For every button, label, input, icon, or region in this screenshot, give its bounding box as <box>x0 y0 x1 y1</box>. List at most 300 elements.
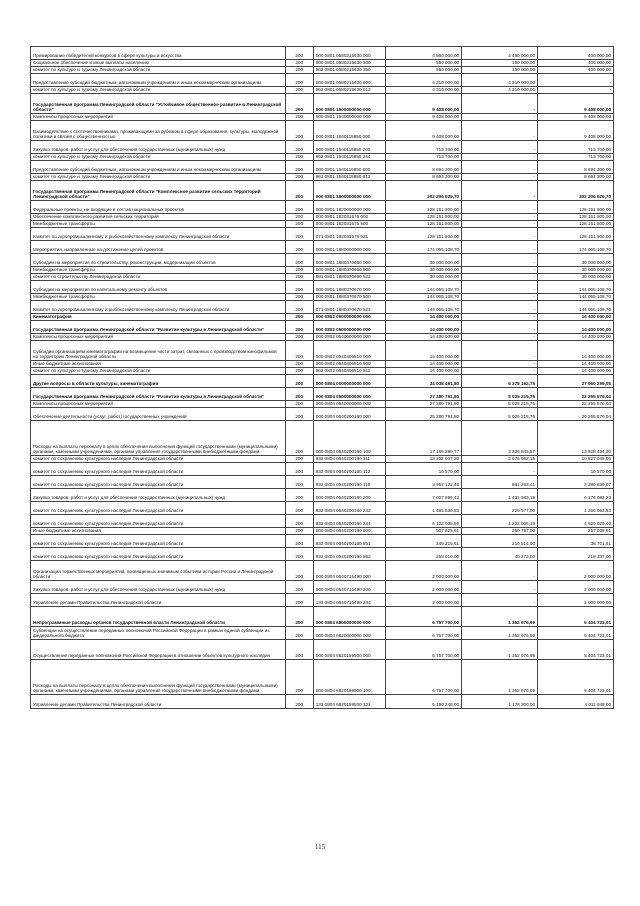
row-code: 200 <box>285 114 313 121</box>
row-name: Комплексы процессных мероприятий <box>31 334 286 341</box>
row-name: Кинематография <box>31 314 286 321</box>
row-classification-code: 000 0802 0540406510 000 <box>313 341 385 361</box>
table-row <box>31 314 614 321</box>
row-planned-amount: 1 485 630,83 <box>386 502 462 515</box>
row-remaining-amount: 38 701,61 <box>538 535 614 548</box>
table-row <box>31 627 614 640</box>
row-planned-amount: 128 151 800,00 <box>386 221 462 228</box>
row-code: 200 <box>285 341 313 361</box>
row-executed-amount: - <box>462 594 538 607</box>
row-code: 200 <box>285 627 313 640</box>
table-row <box>31 456 614 463</box>
row-classification-code: 000 0801 1540000000 000 <box>313 114 385 121</box>
row-classification-code: 000 0801 1880000000 000 <box>313 241 385 254</box>
row-executed-amount: - <box>462 221 538 228</box>
row-code: 200 <box>285 67 313 74</box>
row-classification-code: 000 0801 1880370670 000 <box>313 281 385 294</box>
row-executed-amount: - <box>462 141 538 154</box>
row-code: 200 <box>285 201 313 214</box>
row-classification-code: 000 0801 1880370660 000 <box>313 254 385 267</box>
row-planned-amount: 14 400 000,00 <box>386 314 462 321</box>
row-classification-code: 932 0804 0540200160 111 <box>313 456 385 463</box>
row-remaining-amount: 128 151 800,00 <box>538 214 614 221</box>
row-planned-amount: 8 694 300,00 <box>386 161 462 174</box>
row-code: 200 <box>285 502 313 515</box>
table-row <box>31 581 614 594</box>
table-row <box>31 201 614 214</box>
row-executed-amount: - <box>462 341 538 361</box>
table-row <box>31 401 614 408</box>
row-executed-amount: - <box>462 581 538 594</box>
row-remaining-amount: 128 151 800,00 <box>538 228 614 241</box>
row-classification-code: 000 0801 0580215630 300 <box>313 60 385 67</box>
row-name: комитет по культуре и туризму Ленинградской области <box>31 67 286 74</box>
row-code: 200 <box>285 456 313 463</box>
row-code: 200 <box>285 515 313 528</box>
row-planned-amount: 6 122 035,59 <box>386 515 462 528</box>
row-planned-amount: 4 860 000,00 <box>386 47 462 60</box>
row-remaining-amount: 144 055 108,70 <box>538 281 614 294</box>
row-code: 200 <box>285 321 313 334</box>
row-remaining-amount: 14 400 000,00 <box>538 341 614 361</box>
row-remaining-amount: 14 400 000,00 <box>538 321 614 334</box>
report-page <box>30 46 614 709</box>
row-classification-code: 000 0801 1820000000 000 <box>313 201 385 214</box>
row-classification-code: 000 0801 1500000000 000 <box>313 94 385 114</box>
row-executed-amount: 5 025 215,76 <box>462 408 538 421</box>
row-name: Комплексы процессных мероприятий <box>31 114 286 121</box>
row-planned-amount: 9 408 000,00 <box>386 114 462 121</box>
row-code: 200 <box>285 214 313 221</box>
row-planned-amount: 13 202 607,20 <box>386 456 462 463</box>
row-code: 200 <box>285 594 313 607</box>
row-classification-code: 000 0804 6800000000 000 <box>313 607 385 627</box>
row-classification-code: 000 0804 0000000000 000 <box>313 375 385 388</box>
row-name: Государственная программа Ленинградской области "Комплексное развитие сельских территорий Ленинградской области" <box>31 181 286 201</box>
row-classification-code: 000 0804 0540200160 800 <box>313 528 385 535</box>
row-name: комитет по строительству Ленинградской области <box>31 274 286 281</box>
row-executed-amount: - <box>462 174 538 181</box>
row-remaining-amount: 400 000,00 <box>538 47 614 60</box>
row-code: 200 <box>285 561 313 581</box>
table-body <box>31 47 614 709</box>
row-name: Закупка товаров, работ и услуг для обеспечения государственных (муниципальных) нужд <box>31 489 286 502</box>
row-remaining-amount: 128 151 800,00 <box>538 221 614 228</box>
row-executed-amount: - <box>462 121 538 141</box>
row-executed-amount: 1 352 976,99 <box>462 627 538 640</box>
row-code: 200 <box>285 228 313 241</box>
row-classification-code: 000 0801 182031576 000 <box>313 214 385 221</box>
table-row <box>31 368 614 375</box>
row-executed-amount: - <box>462 241 538 254</box>
row-code: 200 <box>285 254 313 267</box>
row-planned-amount: 9 408 000,00 <box>386 121 462 141</box>
row-planned-amount: 144 055 108,70 <box>386 301 462 314</box>
row-classification-code: 000 0804 0540200160 000 <box>313 408 385 421</box>
row-code: 200 <box>285 154 313 161</box>
row-classification-code: 000 0804 6820000000 000 <box>313 627 385 640</box>
row-remaining-amount: 5 404 723,01 <box>538 627 614 640</box>
row-executed-amount: - <box>462 294 538 301</box>
row-name: комитет по культуре и туризму Ленинградской области <box>31 154 286 161</box>
row-planned-amount: 550 000,00 <box>386 67 462 74</box>
row-executed-amount: - <box>462 561 538 581</box>
row-remaining-amount: 128 151 800,00 <box>538 201 614 214</box>
row-name: Межбюджетные трансферты <box>31 294 286 301</box>
row-name: Комплексы процессных мероприятий <box>31 401 286 408</box>
row-executed-amount: 1 202 006,19 <box>462 515 538 528</box>
row-planned-amount: 6 757 700,00 <box>386 607 462 627</box>
row-executed-amount: 210 514,00 <box>462 535 538 548</box>
row-planned-amount: 30 000 000,00 <box>386 274 462 281</box>
row-name: Комитет по агропромышленному и рыбохозяйственному комплексу Ленинградской области <box>31 301 286 314</box>
row-planned-amount: 3 952 122,48 <box>386 476 462 489</box>
row-code: 200 <box>285 548 313 561</box>
row-executed-amount: 1 352 976,99 <box>462 607 538 627</box>
table-row <box>31 267 614 274</box>
row-planned-amount: 2 000 000,00 <box>386 594 462 607</box>
row-executed-amount: - <box>462 267 538 274</box>
row-executed-amount: 1 352 976,99 <box>462 660 538 695</box>
row-executed-amount: 150 000,00 <box>462 67 538 74</box>
row-remaining-amount: 14 400 000,00 <box>538 361 614 368</box>
row-code: 200 <box>285 375 313 388</box>
row-planned-amount: 2 000 000,00 <box>386 561 462 581</box>
table-row <box>31 535 614 548</box>
row-name: комитет по сохранению культурного наследия Ленинградской области <box>31 548 286 561</box>
row-name: Премирование победителей конкурсов в сфере культуры и искусства <box>31 47 286 60</box>
row-name: Другие вопросы в области культуры, кинематографии <box>31 375 286 388</box>
row-classification-code: 000 0804 0540000000 000 <box>313 401 385 408</box>
row-remaining-amount: 22 255 576,04 <box>538 388 614 401</box>
row-name: Субсидии на мероприятия по капитальному ремонту объектов <box>31 281 286 294</box>
row-code: 200 <box>285 314 313 321</box>
row-planned-amount: 2 000 000,00 <box>386 581 462 594</box>
row-remaining-amount: - <box>538 74 614 87</box>
row-name: комитет по сохранению культурного наследия Ленинградской области <box>31 515 286 528</box>
row-code: 200 <box>285 695 313 709</box>
row-name: комитет по сохранению культурного наследия Ленинградской области <box>31 456 286 463</box>
table-row <box>31 528 614 535</box>
row-code: 200 <box>285 267 313 274</box>
table-row <box>31 47 614 60</box>
row-planned-amount: 27 280 791,80 <box>386 401 462 408</box>
row-name: Закупка товаров, работ и услуг для обеспечения государственных (муниципальных) нужд <box>31 141 286 154</box>
row-name: комитет по сохранению культурного наследия Ленинградской области <box>31 476 286 489</box>
row-remaining-amount: 400 000,00 <box>538 60 614 67</box>
row-code: 200 <box>285 121 313 141</box>
row-planned-amount: 713 700,00 <box>386 141 462 154</box>
row-remaining-amount: 14 400 000,00 <box>538 314 614 321</box>
table-row <box>31 548 614 561</box>
row-planned-amount: 14 400 000,00 <box>386 368 462 375</box>
row-remaining-amount: 4 920 029,40 <box>538 515 614 528</box>
row-code: 200 <box>285 463 313 476</box>
row-planned-amount: 14 400 000,00 <box>386 321 462 334</box>
row-code: 200 <box>285 241 313 254</box>
table-row <box>31 114 614 121</box>
row-executed-amount: - <box>462 181 538 201</box>
row-planned-amount: 4 310 000,00 <box>386 74 462 87</box>
row-remaining-amount: 218 337,00 <box>538 548 614 561</box>
row-remaining-amount: 20 255 576,04 <box>538 408 614 421</box>
table-row <box>31 181 614 201</box>
row-executed-amount: 6 378 192,75 <box>462 375 538 388</box>
table-row <box>31 361 614 368</box>
row-name: Иные бюджетные ассигнования <box>31 361 286 368</box>
row-code: 200 <box>285 476 313 489</box>
row-planned-amount: 144 055 108,70 <box>386 281 462 294</box>
row-name: Субсидии организациям кинематографии на возмещение части затрат, связанных с производством кинофильмов на территории Ленинградской области <box>31 341 286 361</box>
row-planned-amount: 34 038 491,80 <box>386 375 462 388</box>
row-executed-amount: - <box>462 114 538 121</box>
row-code: 200 <box>285 640 313 660</box>
row-planned-amount: 14 400 000,00 <box>386 334 462 341</box>
row-planned-amount: 6 757 700,00 <box>386 627 462 640</box>
row-planned-amount: 30 000 000,00 <box>386 267 462 274</box>
row-code: 200 <box>285 87 313 94</box>
row-name: Федеральные проекты, не входящие в состав национальных проектов <box>31 201 286 214</box>
table-row <box>31 489 614 502</box>
row-executed-amount: 229 577,00 <box>462 502 538 515</box>
row-classification-code: 000 0801 1880370670 500 <box>313 294 385 301</box>
row-executed-amount: - <box>462 301 538 314</box>
row-remaining-amount: 30 000 000,00 <box>538 254 614 267</box>
row-name: комитет по сохранению культурного наследия Ленинградской области <box>31 502 286 515</box>
row-code: 200 <box>285 274 313 281</box>
table-row <box>31 274 614 281</box>
row-remaining-amount: 174 055 108,70 <box>538 241 614 254</box>
row-planned-amount: 550 000,00 <box>386 60 462 67</box>
table-row <box>31 607 614 627</box>
row-remaining-amount: 8 694 300,00 <box>538 161 614 174</box>
row-remaining-amount: 10 570,00 <box>538 463 614 476</box>
row-classification-code: 932 0804 0540200160 852 <box>313 548 385 561</box>
table-row <box>31 141 614 154</box>
row-name: Субсидии на мероприятия по строительству, реконструкции, модернизации объектов <box>31 254 286 267</box>
page-number: 115 <box>314 843 326 851</box>
row-classification-code: 000 0802 0540000000 000 <box>313 334 385 341</box>
row-code: 200 <box>285 388 313 401</box>
table-row <box>31 594 614 607</box>
row-planned-amount: 128 151 800,00 <box>386 214 462 221</box>
row-planned-amount: 8 694 300,00 <box>386 174 462 181</box>
row-remaining-amount: 27 660 299,05 <box>538 375 614 388</box>
row-name: комитет по культуре и туризму Ленинградской области <box>31 174 286 181</box>
row-code: 200 <box>285 181 313 201</box>
row-classification-code: 000 0802 0540406510 800 <box>313 361 385 368</box>
table-row <box>31 228 614 241</box>
row-planned-amount: 258 610,00 <box>386 548 462 561</box>
row-remaining-amount: 1 256 053,83 <box>538 502 614 515</box>
row-planned-amount: 25 280 791,80 <box>386 408 462 421</box>
row-planned-amount: 249 215,61 <box>386 535 462 548</box>
row-code: 200 <box>285 94 313 114</box>
row-remaining-amount: 3 290 839,07 <box>538 476 614 489</box>
row-remaining-amount: 13 828 454,20 <box>538 421 614 456</box>
row-remaining-amount: 30 000 000,00 <box>538 267 614 274</box>
table-row <box>31 476 614 489</box>
row-executed-amount: 3 336 845,57 <box>462 421 538 456</box>
row-code: 200 <box>285 607 313 627</box>
row-executed-amount: - <box>462 361 538 368</box>
table-row <box>31 515 614 528</box>
row-planned-amount: 27 280 791,80 <box>386 388 462 401</box>
row-remaining-amount: 400 000,00 <box>538 67 614 74</box>
row-planned-amount: 144 055 108,70 <box>386 294 462 301</box>
row-code: 200 <box>285 281 313 294</box>
row-name: Комитет по агропромышленному и рыбохозяйственному комплексу Ленинградской области <box>31 228 286 241</box>
row-remaining-amount: 9 408 000,00 <box>538 94 614 114</box>
row-classification-code: 000 0801 1800000000 000 <box>313 181 385 201</box>
table-row <box>31 408 614 421</box>
table-row <box>31 321 614 334</box>
row-code: 200 <box>285 421 313 456</box>
row-name: Обеспечение деятельности (услуг, работ) государственных учреждений <box>31 408 286 421</box>
row-code: 200 <box>285 581 313 594</box>
row-name: Расходы на выплаты персоналу в целях обеспечения выполнения функций государственными (муниципальными) органами, казенными учреждениями, органами управления государственными внебюджетными фондами <box>31 660 286 695</box>
row-classification-code: 932 0804 0540200160 851 <box>313 535 385 548</box>
row-classification-code: 000 0802 0500000000 000 <box>313 321 385 334</box>
row-remaining-amount: 22 255 576,04 <box>538 401 614 408</box>
row-code: 200 <box>285 47 313 60</box>
row-executed-amount: - <box>462 321 538 334</box>
row-classification-code: 000 0801 1540115850 200 <box>313 141 385 154</box>
row-name: Предоставление субсидий бюджетным, автономным учреждениям и иным некоммерческим организациям <box>31 161 286 174</box>
row-planned-amount: 6 757 700,00 <box>386 660 462 695</box>
row-executed-amount: - <box>462 154 538 161</box>
row-planned-amount: 4 310 000,00 <box>386 87 462 94</box>
row-classification-code: 962 0801 0580215630 350 <box>313 67 385 74</box>
table-row <box>31 294 614 301</box>
row-code: 200 <box>285 368 313 375</box>
row-remaining-amount: 2 000 000,00 <box>538 594 614 607</box>
row-remaining-amount: 14 400 000,00 <box>538 334 614 341</box>
row-name: Расходы на выплаты персоналу в целях обеспечения выполнения функций государственными (муниципальными) органами, казенными учреждениями, органами управления государственными внебюджетными фондами <box>31 421 286 456</box>
table-row <box>31 161 614 174</box>
table-row <box>31 388 614 401</box>
row-classification-code: 133 0804 0540715490 244 <box>313 594 385 607</box>
row-name: Закупка товаров, работ и услуг для обеспечения государственных (муниципальных) нужд <box>31 581 286 594</box>
table-row <box>31 74 614 87</box>
row-name: Межбюджетные трансферты <box>31 221 286 228</box>
row-code: 200 <box>285 174 313 181</box>
row-remaining-amount: 5 404 723,01 <box>538 660 614 695</box>
row-code: 200 <box>285 660 313 695</box>
table-row <box>31 241 614 254</box>
row-remaining-amount: 713 700,00 <box>538 154 614 161</box>
row-executed-amount: - <box>462 201 538 214</box>
row-executed-amount: 2 675 562,15 <box>462 456 538 463</box>
budget-execution-table <box>30 46 614 709</box>
row-executed-amount: - <box>462 314 538 321</box>
row-planned-amount: 128 151 800,00 <box>386 201 462 214</box>
row-executed-amount: 661 283,41 <box>462 476 538 489</box>
row-name: Управление делами Правительства Ленинградской области <box>31 594 286 607</box>
row-executed-amount: 1 178 300,00 <box>462 695 538 709</box>
table-row <box>31 154 614 161</box>
row-executed-amount: 4 310 000,00 <box>462 87 538 94</box>
row-code: 200 <box>285 294 313 301</box>
row-name: Государственная программа Ленинградской области "Устойчивое общественное развитие в Ленинградской области" <box>31 94 286 114</box>
row-code: 200 <box>285 221 313 228</box>
table-row <box>31 301 614 314</box>
row-remaining-amount: 14 400 000,00 <box>538 368 614 375</box>
table-row <box>31 94 614 114</box>
row-code: 200 <box>285 528 313 535</box>
table-row <box>31 87 614 94</box>
table-row <box>31 60 614 67</box>
row-name: комитет по сохранению культурного наследия Ленинградской области <box>31 463 286 476</box>
table-row <box>31 174 614 181</box>
row-classification-code: 000 0804 0500000000 000 <box>313 388 385 401</box>
row-classification-code: 981 0801 1880370660 522 <box>313 274 385 281</box>
row-classification-code: 000 0801 182031576 500 <box>313 221 385 228</box>
row-classification-code: 071 0801 182031576 521 <box>313 228 385 241</box>
table-row <box>31 502 614 515</box>
table-row <box>31 67 614 74</box>
row-planned-amount: 14 400 000,00 <box>386 361 462 368</box>
row-remaining-amount: 4 011 946,00 <box>538 695 614 709</box>
row-classification-code: 000 0801 1540115850 000 <box>313 121 385 141</box>
row-name: комитет по культуре и туризму Ленинградской области <box>31 87 286 94</box>
row-classification-code: 962 0801 0580215630 612 <box>313 87 385 94</box>
row-remaining-amount: 2 000 000,00 <box>538 581 614 594</box>
row-classification-code: 071 0801 1880370670 521 <box>313 301 385 314</box>
row-remaining-amount: 10 527 045,05 <box>538 456 614 463</box>
row-code: 200 <box>285 535 313 548</box>
row-planned-amount: 507 825,61 <box>386 528 462 535</box>
row-executed-amount: - <box>462 254 538 267</box>
row-executed-amount: - <box>462 281 538 294</box>
row-executed-amount: 40 273,00 <box>462 548 538 561</box>
table-row <box>31 561 614 581</box>
row-executed-amount: 4 310 000,00 <box>462 74 538 87</box>
row-remaining-amount: - <box>538 87 614 94</box>
row-name: Организация торжественных мероприятий, посвященных значимым событиям истории России и Ленинградской области <box>31 561 286 581</box>
row-planned-amount: 128 151 800,00 <box>386 228 462 241</box>
row-planned-amount: 10 570,00 <box>386 463 462 476</box>
table-row <box>31 463 614 476</box>
row-remaining-amount: 2 000 000,00 <box>538 561 614 581</box>
row-remaining-amount: 9 408 000,00 <box>538 114 614 121</box>
row-executed-amount: 250 787,00 <box>462 528 538 535</box>
row-executed-amount: 1 352 976,99 <box>462 640 538 660</box>
row-classification-code: 000 0804 0540715490 000 <box>313 561 385 581</box>
table-row <box>31 375 614 388</box>
row-code: 200 <box>285 334 313 341</box>
row-code: 200 <box>285 489 313 502</box>
row-executed-amount: - <box>462 161 538 174</box>
row-code: 200 <box>285 141 313 154</box>
row-classification-code: 000 0801 1880370660 500 <box>313 267 385 274</box>
row-name: Иные бюджетные ассигнования <box>31 528 286 535</box>
row-name: Государственная программа Ленинградской области "Развитие культуры в Ленинградской области" <box>31 321 286 334</box>
row-classification-code: 133 0804 6820159500 121 <box>313 695 385 709</box>
row-planned-amount: 302 206 929,70 <box>386 181 462 201</box>
table-row <box>31 214 614 221</box>
row-executed-amount: - <box>462 214 538 221</box>
row-executed-amount: 150 000,00 <box>462 60 538 67</box>
row-name: Предоставление субсидий бюджетным, автономным учреждениям и иным некоммерческим организациям <box>31 74 286 87</box>
row-name: Межбюджетные трансферты <box>31 267 286 274</box>
row-remaining-amount: 5 404 723,01 <box>538 607 614 627</box>
table-row <box>31 121 614 141</box>
table-row <box>31 281 614 294</box>
table-row <box>31 421 614 456</box>
row-name: Осуществление переданных полномочий Российской Федерации в отношении объектов культурного наследия <box>31 640 286 660</box>
row-code: 200 <box>285 161 313 174</box>
